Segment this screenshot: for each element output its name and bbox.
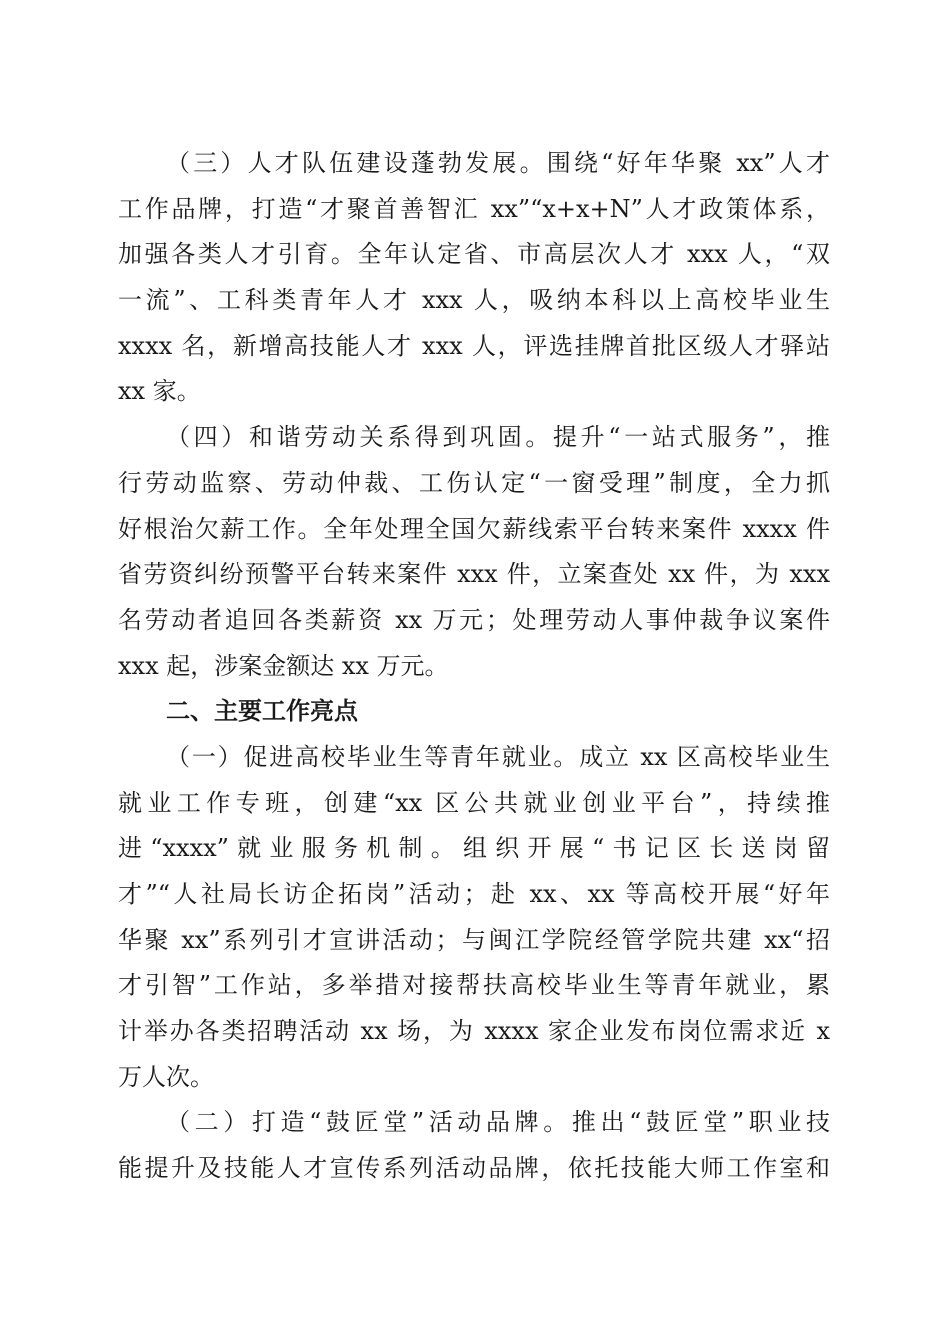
text-line: 才引智”工作站，多举措对接帮扶高校毕业生等青年就业，累: [118, 971, 830, 1000]
text-line: 才”“人社局长访企拓岗”活动；赴 xx、xx 等高校开展“好年: [118, 880, 830, 908]
text-line: （四）和谐劳动关系得到巩固。提升“一站式服务”，推: [166, 423, 830, 452]
text-line: 计举办各类招聘活动 xx 场，为 xxxx 家企业发布岗位需求近 x: [118, 1017, 830, 1046]
text-line: 能提升及技能人才宣传系列活动品牌，依托技能大师工作室和: [118, 1154, 830, 1183]
section-heading: 二、主要工作亮点: [166, 697, 358, 726]
text-line: xx 家。: [118, 377, 201, 406]
text-line: 行劳动监察、劳动仲裁、工伤认定“一窗受理”制度，全力抓: [118, 468, 830, 497]
text-line: 省劳资纠纷预警平台转来案件 xxx 件，立案查处 xx 件，为 xxx: [118, 560, 830, 589]
paragraph-youth-employment: [118, 735, 830, 1101]
paragraph-labor-relations: [118, 415, 830, 689]
text-line: 名劳动者追回各类薪资 xx 万元；处理劳动人事仲裁争议案件: [118, 605, 830, 634]
text-line: 华聚 xx”系列引才宣讲活动；与闽江学院经管学院共建 xx“招: [118, 925, 830, 954]
text-line: xxx 起，涉案金额达 xx 万元。: [118, 651, 449, 680]
text-line: 工作品牌，打造“才聚首善智汇 xx”“x+x+N”人才政策体系，: [118, 194, 830, 223]
text-line: 一流”、工科类青年人才 xxx 人，吸纳本科以上高校毕业生: [118, 286, 830, 315]
text-line: 加强各类人才引育。全年认定省、市高层次人才 xxx 人，“双: [118, 240, 830, 269]
text-line: xxxx 名，新增高技能人才 xxx 人，评选挂牌首批区级人才驿站: [118, 331, 830, 360]
text-line: 就业工作专班，创建“xx 区公共就业创业平台”，持续推: [118, 788, 830, 817]
document-body: [118, 141, 830, 1192]
text-line: 进“xxxx”就业服务机制。组织开展“书记区长送岗留: [118, 834, 830, 863]
text-line: 万人次。: [118, 1062, 214, 1091]
paragraph-gujiangtang-brand: [118, 1100, 830, 1191]
text-line: （一）促进高校毕业生等青年就业。成立 xx 区高校毕业生: [166, 742, 830, 771]
paragraph-talent-team: [118, 141, 830, 415]
text-line: （二）打造“鼓匠堂”活动品牌。推出“鼓匠堂”职业技: [166, 1108, 830, 1137]
text-line: 好根治欠薪工作。全年处理全国欠薪线索平台转来案件 xxxx 件: [118, 514, 830, 543]
text-line: （三）人才队伍建设蓬勃发展。围绕“好年华聚 xx”人才: [166, 149, 830, 177]
